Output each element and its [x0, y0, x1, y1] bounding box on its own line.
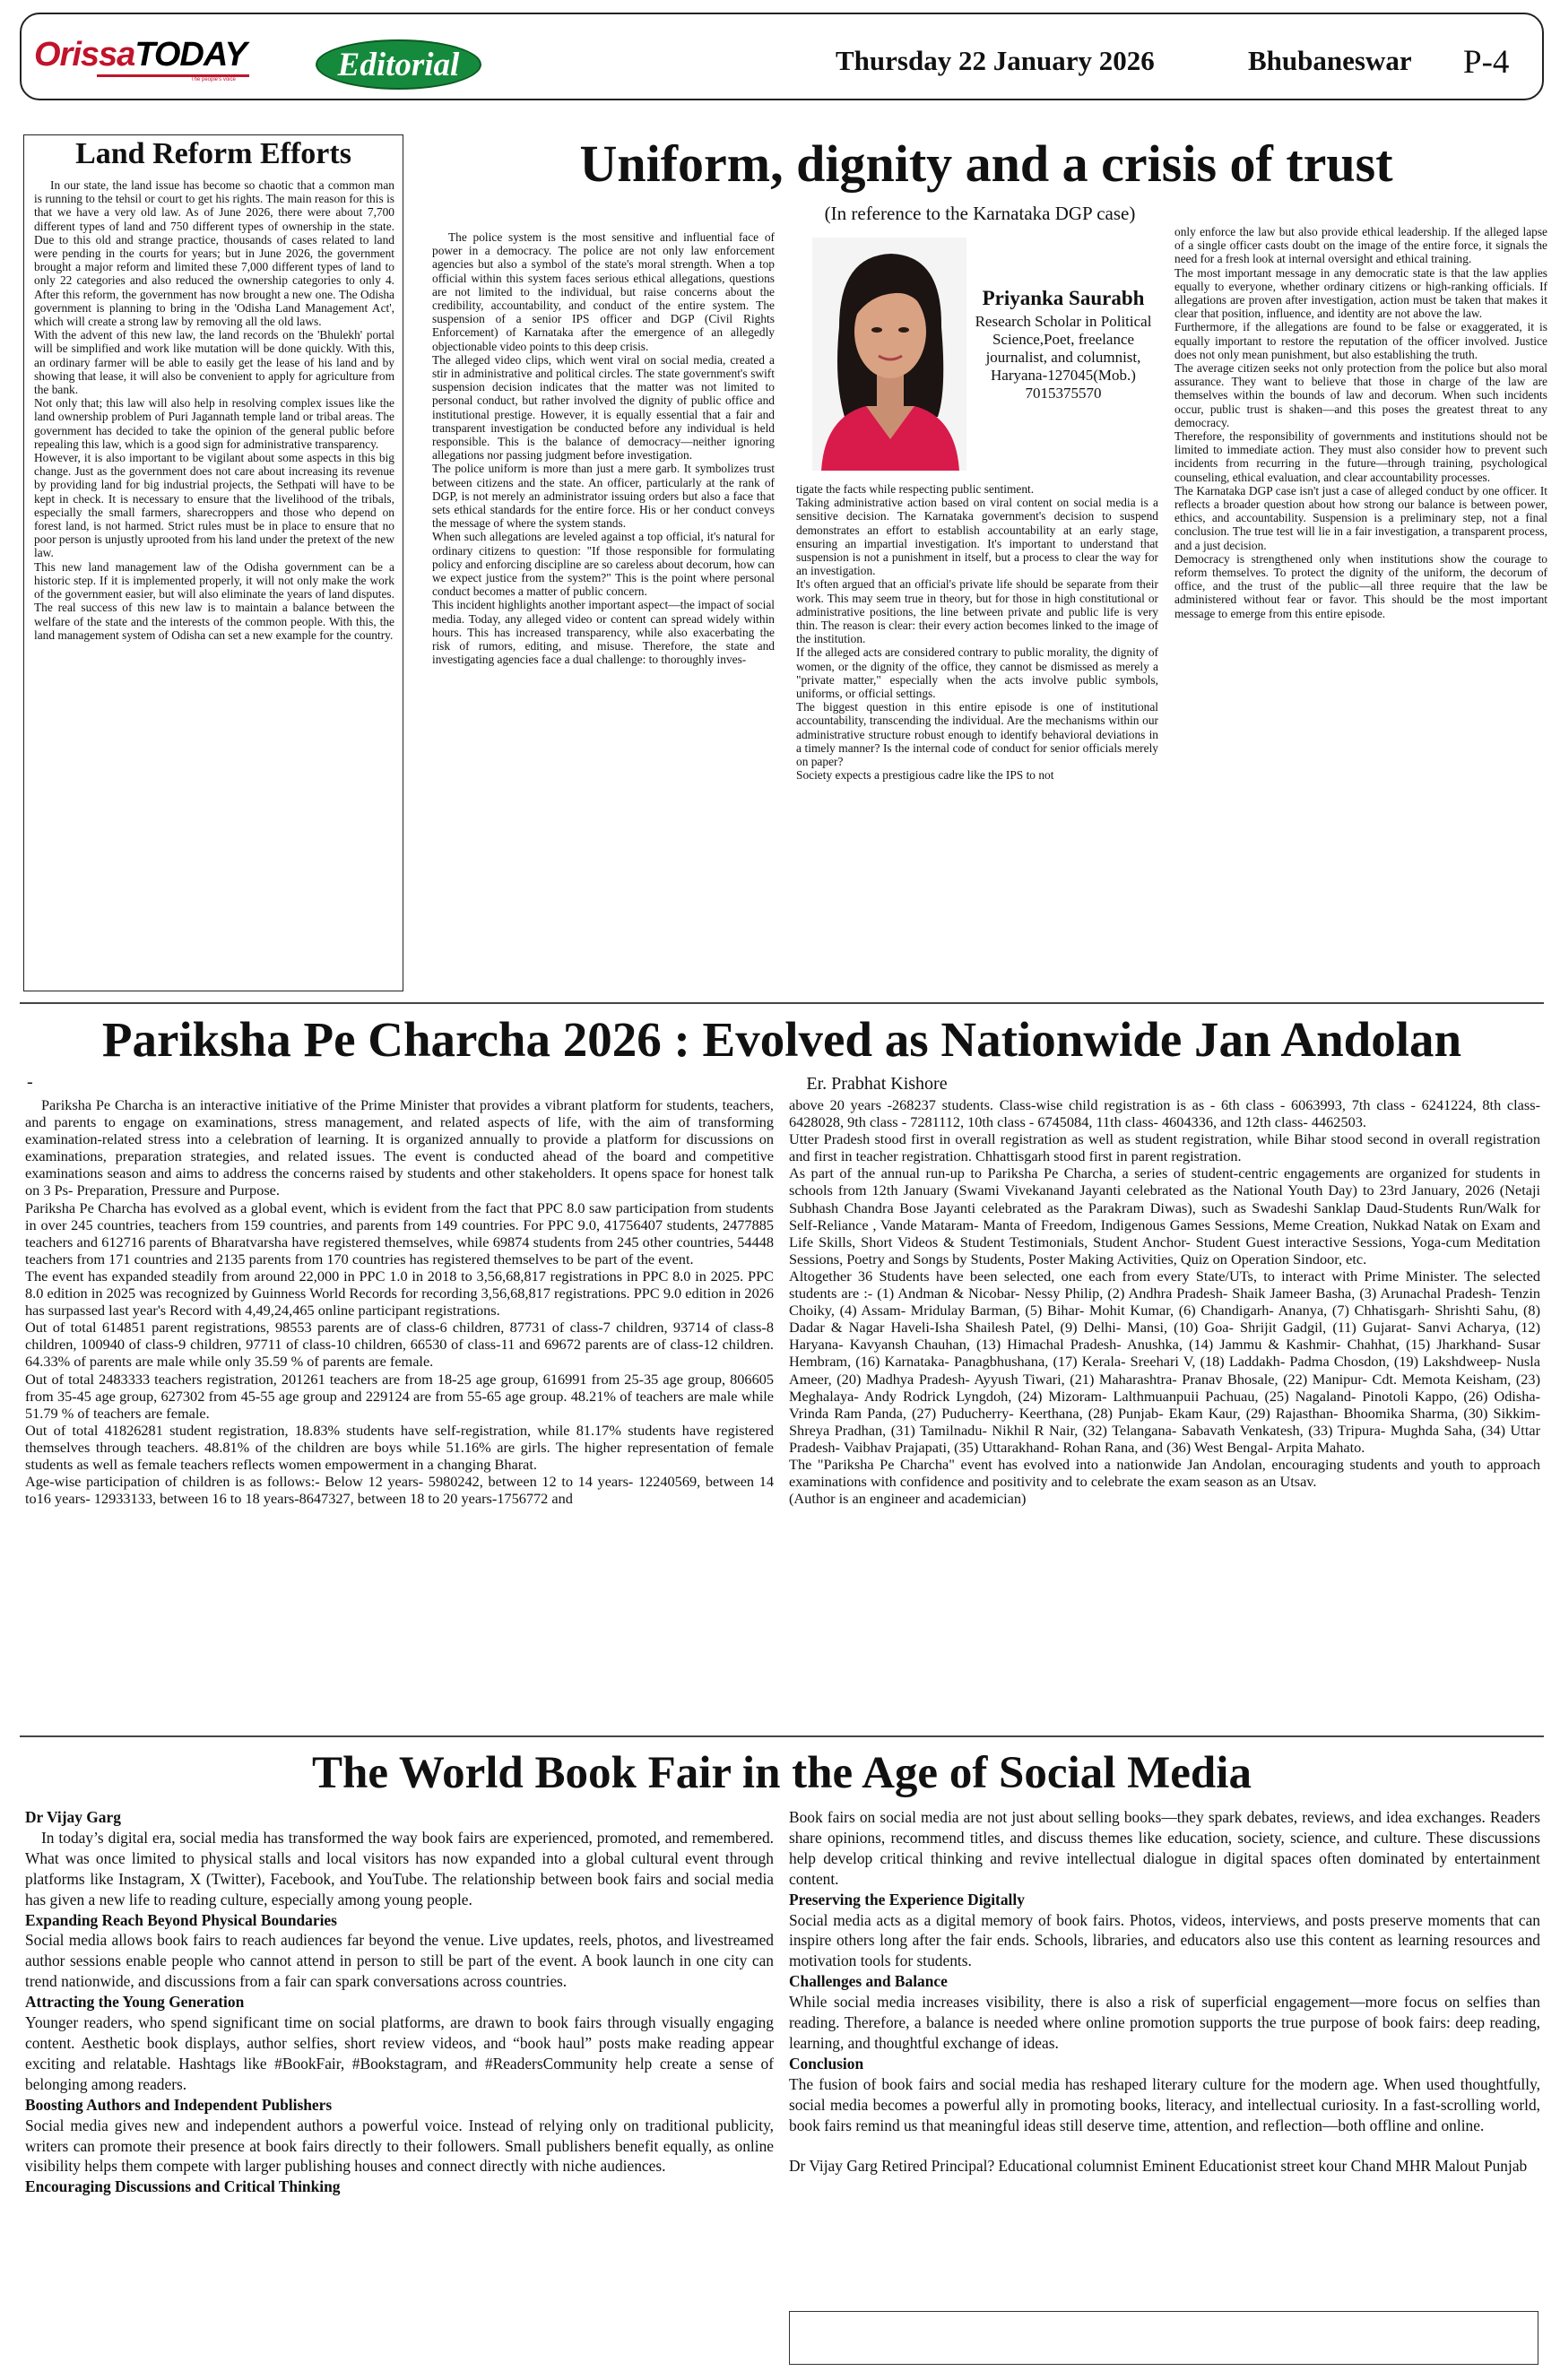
paragraph: The event has expanded steadily from around 22,000 in PPC 1.0 in 2018 to 3,56,68,817 registrations in PPC 8.0 in 2025. PPC 8.0 edition in 2025 was recognized by Guinness World Records for recording 3,56,68,817 registrations. PPC 9.0 edition in 2026 has surpassed last year's Record with 4,49,24,465 online participant registrations. — [25, 1267, 774, 1320]
paragraph: It's often argued that an official's private life should be separate from their work. This may seem true in theory, but for those in high constitutional or administrative positions, the line between private and public life is very thin. The reason is clear: their every action becomes linked to the image of the institution. — [796, 577, 1158, 646]
logo-tagline: The people's voice — [191, 77, 236, 82]
paragraph: Altogether 36 Students have been selected, one each from every State/UTs, to interact with Prime Minister. The selected students are :- (1) Andman & Nicobar- Nessy Philip, (2) Andhra Pradesh- Shaik Jameer Basha, (3) Arunachal Pradesh- Tenzin Choiky, (4) Assam- Mridulay Barman, (5) Bihar- Mohit Kumar, (6) Chandigarh- Ananya, (7) Chhatisgarh- Shrishti Sahu, (8) Dadar & Nagar Haveli-Isha Shailesh Patel, (9) Delhi- Mansi, (10) Goa- Shrijit Gadgil, (11) Gujarat- Sanvi Acharya, (12) Haryana- Kavyansh Chauhan, (13) Himachal Pradesh- Anushka, (14) Jammu & Kashmir- Chahhat, (15) Jharkhand- Susar Hembram, (16) Karnataka- Panagbhushana, (17) Kerala- Sreehari V, (18) Laddakh- Padma Chosdon, (19) Lakshdweep- Nusla Ameer, (20) Madhya Pradesh- Ayyush Tiwari, (21) Maharashtra- Pranav Bhosale, (22) Manipur- Cdt. Memota Keisham, (23) Meghalaya- Andy Rodrick Lyngdoh, (24) Mizoram- Lalthmuanpuii Pachuau, (25) Nagaland- Pinotoli Kappo, (26) Odisha- Vrinda Ram Panda, (27) Puducherry- Keerthana, (28) Punjab- Ekam Kaur, (29) Rajasthan- Bhoomika Sharma, (30) Sikkim- Shreya Pradhan, (31) Tamilnadu- Nikhil R Nair, (32) Telangana- Sabavath Venkatesh, (33) Tripura- Mughda Saha, (34) Uttar Pradesh- Vaibhav Prajapati, (35) Uttarakhand- Rohan Rana, and (36) West Bengal- Arpita Mahato. — [789, 1267, 1540, 1456]
paragraph: The police uniform is more than just a mere garb. It symbolizes trust between citizens and the state. An officer, particularly at the rank of DGP, is not merely an administrator issuing orders but also a face that sets ethical standards for the entire force. His or her conduct conveys the message of where the system stands. — [432, 462, 775, 531]
issue-city: Bhubaneswar — [1248, 45, 1412, 76]
land-reform-title: Land Reform Efforts — [75, 137, 351, 170]
paragraph: This incident highlights another important aspect—the impact of social media. Today, any alleged video or content can spread widely within hours. This has increased transparency, while also exacerbating the risk of rumors, editing, and misuse. Therefore, the state and investigating agencies face a dual challenge: to thoroughly inves- — [432, 598, 775, 667]
article-column-2 — [796, 482, 1158, 782]
paragraph: The biggest question in this entire episode is one of institutional accountability, transcending the individual. Are the mechanisms within our administrative structure robust enough to identify behavioral deviations in a timely manner? Is the internal code of conduct for senior officials merely on paper? — [796, 700, 1158, 769]
paragraph: The average citizen seeks not only protection from the police but also moral assurance. They want to believe that those in charge of the law are themselves within the bounds of law and decorum. When such incidents occur, public trust is shaken—and this poses the greatest threat to any democracy. — [1174, 361, 1547, 429]
paragraph: Democracy is strengthened only when institutions show the courage to reform themselves. To protect the dignity of the uniform, the decorum of office, and the trust of the public—all three require that the law be administered without fear or favor. This should be the most important message to emerge from this entire episode. — [1174, 551, 1547, 620]
paragraph: Age-wise participation of children is as follows:- Below 12 years- 5980242, between 12 to 14 years- 12240569, between 14 to16 years- 12933133, between 16 to 18 years-8647327, between 18 to 20 years-1756772 and — [25, 1473, 774, 1508]
paragraph: In today’s digital era, social media has transformed the way book fairs are experienced, promoted, and remembered. What was once limited to physical stalls and local visitors has now expanded into a global cultural event through platforms like Instagram, X (Twitter), Facebook, and YouTube. The relationship between book fairs and social media has given a new life to reading culture, especially among young people. — [25, 1828, 774, 1908]
paragraph: While social media increases visibility, there is also a risk of superficial engagement—more focus on selfies than reading. Therefore, a balance is needed where online promotion supports the true purpose of book fairs: deep reading, learning, and thoughtful exchange of ideas. — [789, 1993, 1540, 2052]
page-number: P-4 — [1463, 44, 1510, 81]
author-name: Priyanka Saurabh — [982, 287, 1145, 309]
paragraph: Pariksha Pe Charcha has evolved as a global event, which is evident from the fact that PPC 8.0 saw participation from students in over 245 countries, teachers from 159 countries, and parents from 149 countries. For PPC 9.0, 41756407 students, 2477885 teachers and 612716 parents of Bharatvarsha have registered themselves, while 69874 students from 245 other countries, 54448 teachers from 171 countries and 2135 parents from 170 countries has registered themselves to be part of the event. — [25, 1199, 774, 1268]
paragraph: tigate the facts while respecting public sentiment. — [796, 482, 1035, 496]
paragraph: Social media acts as a digital memory of book fairs. Photos, videos, interviews, and posts preserve moments that can inspire others long after the fair ends. Schools, libraries, and educators also use this content as learning resources and motivation tools for students. — [789, 1910, 1540, 1970]
paragraph: Society expects a prestigious cadre like the IPS to not — [796, 768, 1054, 783]
paragraph: (Author is an engineer and academician) — [789, 1490, 1027, 1508]
ppc-byline: Er. Prabhat Kishore — [806, 1074, 948, 1094]
subheading: Encouraging Discussions and Critical Thinking — [25, 2177, 341, 2196]
section-badge: Editorial — [316, 39, 481, 90]
paragraph: This new land management law of the Odisha government can be a historic step. If it is implemented properly, it will not only make the work of the government easier, but will also eliminate the years of land disputes. The real success of this new law is to maintain a balance between the welfare of the state and the interests of the common people. With this, the land management system of Odisha can set a new example for the country. — [34, 559, 394, 642]
ppc-title: Pariksha Pe Charcha 2026 : Evolved as Nationwide Jan Andolan — [101, 1012, 1462, 1067]
paragraph: above 20 years -268237 students. Class-wise child registration is as - 6th class - 6063993, 7th class - 6241224, 8th class- 6428028, 9th class - 7281112, 10th class - 6745084, 11th class- 4604336, and 12th class- 4462503. — [789, 1096, 1540, 1131]
ppc-column-2 — [789, 1096, 1540, 1507]
subheading: Dr Vijay Garg — [25, 1808, 121, 1826]
paragraph: Therefore, the responsibility of governments and institutions should not be limited to immediate action. They must also consider how to prevent such incidents from recurring in the future—through training, psychological counseling, ethical evaluation, and clear accountability processes. — [1174, 429, 1547, 484]
empty-ad-box — [789, 2311, 1538, 2365]
subheading: Preserving the Experience Digitally — [789, 1890, 1025, 1908]
section-divider — [20, 1735, 1544, 1737]
paragraph: The most important message in any democratic state is that the law applies equally to everyone, whether ordinary citizens or high-ranking officials. If allegations are proven after investigation, action must be taken that makes it clear that position, influence, and identity are not above the law. — [1174, 265, 1547, 321]
paragraph — [789, 2136, 1540, 2157]
paragraph: If the alleged acts are considered contrary to public morality, the dignity of women, or the dignity of the office, they cannot be dismissed as merely a "private matter," especially when the acts involve public symbols, uniforms, or official settings. — [796, 645, 1158, 701]
paragraph: The alleged video clips, which went viral on social media, created a stir in administrative and political circles. The state government's swift suspension decision indicates that the matter was not limited to personal conduct, but rather involved the dignity of public office and institutional prestige. However, it is equally essential that a fair and transparent investigation be conducted before any individual is held responsible. This is the balance of democracy—neither ignoring allegations nor passing judgment before investigation. — [432, 352, 775, 463]
author-portrait-image — [812, 238, 966, 471]
paragraph: Book fairs on social media are not just about selling books—they spark debates, reviews, and idea exchanges. Readers share opinions, recommend titles, and discuss themes like education, society, science, and culture. These discussions help develop critical thinking and revive intellectual dialogue in digital spaces often dominated by entertainment content. — [789, 1808, 1540, 1888]
section-divider — [20, 1002, 1544, 1004]
paragraph: Out of total 2483333 teachers registration, 201261 teachers are from 18-25 age group, 616991 from 25-35 age group, 806605 from 35-45 age group, 627302 from 45-55 age group and 229124 are from 55-65 age group. 48.21% of teachers are male while 51.79 % of teachers are female. — [25, 1370, 774, 1422]
paragraph: Not only that; this law will also help in resolving complex issues like the land ownership problem of Puri Jagannath temple land or tribal areas. The government has decided to take the opinion of the general public before repealing this law, which is a good sign for administrative transparency. — [34, 396, 394, 451]
subheading: Boosting Authors and Independent Publishers — [25, 2095, 333, 2114]
paragraph: only enforce the law but also provide ethical leadership. If the alleged lapse of a single officer casts doubt on the image of the entire force, it signals the need for a fresh look at internal oversight and ethical training. — [1174, 225, 1547, 266]
paragraph: Out of total 41826281 student registration, 18.83% students have self-registration, while 81.17% students have registered themselves through teachers. 48.81% of the children are boys while 51.16% are girls. The higher representation of female students as well as female teachers reflects women empowerment in a changing Bharat. — [25, 1421, 774, 1473]
paragraph: Younger readers, who spend significant time on social platforms, are drawn to book fairs through visually engaging content. Aesthetic book displays, author selfies, short review videos, and “book haul” posts make reading appear exciting and relatable. Hashtags like #BookFair, #Bookstagram, and #ReadersCommunity help create a sense of belonging among readers. — [25, 2013, 774, 2093]
logo-second-word: TODAY — [134, 36, 247, 74]
wbf-column-1 — [25, 1807, 774, 2197]
logo-first-word: Orissa — [34, 36, 135, 74]
paragraph: Utter Pradesh stood first in overall registration as well as student registration, while Bihar stood second in overall registration and first in teacher registration. Chhattisgarh stood first in parent registration. — [789, 1130, 1540, 1165]
paragraph: The fusion of book fairs and social media has reshaped literary culture for the modern age. When used thoughtfully, social media becomes a powerful ally in promoting books, literacy, and intellectual curiosity. In a fast-scrolling world, book fairs remind us that meaningful ideas still deserve time, attention, and reflection—both offline and online. — [789, 2074, 1540, 2134]
paragraph: When such allegations are leveled against a top official, it's natural for ordinary citizens to question: "If those responsible for formulating policy and enforcing discipline are so careless about decorum, how can we expect justice from the system?" This is the point where personal conduct becomes a matter of public concern. — [432, 530, 775, 599]
paragraph: Furthermore, if the allegations are found to be false or exaggerated, it is equally important to restore the reputation of the officer involved. Justice does not only mean punishment, but also establishing the truth. — [1174, 320, 1547, 361]
paragraph: As part of the annual run-up to Pariksha Pe Charcha, a series of student-centric engagements are organized for students in schools from 12th January (Swami Vivekanand Jayanti celebrated as the National Youth Day) to 23rd January, 2026 (Netaji Subhash Chandra Bose Jayanti celebrated as the Parakram Diwas), such as Swadeshi Sanklap Daud-Students Run/Walk for Self-Reliance , Vande Mataram- Manta of Freedom, Indigenous Games Sessions, Meme Creation, Nukkad Natak on Exam and Life Skills, Short Videos & Student Testimonials, Student Anchor- Student Guest interactive Sessions, Yoga-cum Meditation Sessions, Poetry and Songs by Students, Poster Making Activities, Quiz on Operation Sindoor, etc. — [789, 1164, 1540, 1268]
article-column-1 — [432, 230, 775, 667]
author-bio: Research Scholar in Political Science,Poet, freelance journalist, and columnist, Haryana-127045(Mob.) 7015375570 — [975, 313, 1152, 402]
article-subtitle: (In reference to the Karnataka DGP case) — [824, 203, 1136, 224]
paragraph: Social media gives new and independent authors a powerful voice. Instead of relying only on traditional publicity, writers can promote their presence at book fairs directly to their followers. Small publishers benefit equally, as online visibility helps them compete with larger publishing houses and connect directly with niche audiences. — [25, 2116, 774, 2176]
land-reform-body — [34, 178, 394, 642]
ppc-column-1 — [25, 1096, 774, 1507]
paragraph: The police system is the most sensitive and influential face of power in a democracy. The police are not only law enforcement agencies but also a symbol of the state's moral strength. When a top official within this system faces serious ethical allegations, questions are not limited to the individual, but raise concerns about the credibility, accountability, and conduct of the entire system. The suspension of a senior IPS officer and DGP (Civil Rights Enforcement) of Karnataka after the emergence of an allegedly objectionable video points to this deep crisis. — [432, 230, 775, 353]
paragraph: The Karnataka DGP case isn't just a case of alleged conduct by one officer. It reflects a broader question about how strong our balance is between power, ethics, and accountability. Suspension is a preliminary step, not a final conclusion. The true test will lie in a fair investigation, a transparent process, and a just decision. — [1174, 483, 1547, 552]
paragraph: Taking administrative action based on viral content on social media is a sensitive decision. The Karnataka government's decision to suspend demonstrates an effort to establish accountability at an early stage, ensuring an impartial investigation. It's important to understand that suspension is not a punishment in itself, but a process to clear the way for an investigation. — [796, 496, 1158, 578]
paragraph: The "Pariksha Pe Charcha" event has evolved into a nationwide Jan Andolan, encouraging students and youth to approach examinations with confidence and positivity and to celebrate the exam season as an Utsav. — [789, 1455, 1540, 1491]
author-photo — [812, 238, 966, 471]
paragraph: Dr Vijay Garg Retired Principal? Educational columnist Eminent Educationist street kour Chand MHR Malout Punjab — [789, 2157, 1528, 2176]
newspaper-logo[interactable] — [34, 36, 258, 81]
paragraph: Out of total 614851 parent registrations, 98553 parents are of class-6 children, 87731 of class-7 children, 93714 of class-8 children, 100940 of class-9 children, 97711 of class-10 children, 66530 of class-11 and 69672 parents are of class-12 children. 64.33% of parents are male while only 35.59 % of parents are female. — [25, 1319, 774, 1371]
subheading: Attracting the Young Generation — [25, 1993, 245, 2012]
paragraph: In our state, the land issue has become so chaotic that a common man is running to the tehsil or court to get his rights. The main reason for this is that we have a very old law. As of June 2026, there were about 7,700 different types of land and 750 different types of ownership in the state. Due to this old and strange practice, thousands of cases related to land were pending in the courts for years; but in June 2026, the government brought a major reform and limited these 7,000 different types of land to only 22 categories and also reduced the ownership categories to only 4. After this reform, the government has now brought a new one. The Odisha government is planning to bring in the 'Odisha Land Management Act', which will create a strong law by removing all the old laws. — [34, 178, 394, 329]
paragraph: However, it is also important to be vigilant about some aspects in this big change. Just as the government does not care about increasing its revenue by providing land for big industrial projects, the Sethpati will have to be kept in check. It is necessary to ensure that the livelihood of the tribals, especially the small farmers, sharecroppers and those who depend on forest land, is not harmed. Strict rules must be in place to ensure that no poor person is unjustly uprooted from his land under the pretext of the new law. — [34, 451, 395, 560]
paragraph: With the advent of this new law, the land records on the 'Bhulekh' portal will be simplified and work like mutation will be done quickly. With this, an ordinary farmer will be able to easily get the lease of his land and by showing that lease, it will also be convenient to apply for agriculture from the bank. — [34, 328, 394, 397]
subheading: Expanding Reach Beyond Physical Boundaries — [25, 1910, 337, 1929]
ppc-dash: - — [27, 1072, 33, 1092]
wbf-title: The World Book Fair in the Age of Social Media — [312, 1748, 1252, 1798]
paragraph: Pariksha Pe Charcha is an interactive initiative of the Prime Minister that provides a vibrant platform for students, teachers, and parents to engage on examinations, stress management, and related aspects of life, with the aim of transforming examination-related stress into a celebration of learning. It is organized annually to provide a platform for discussions on examinations, preparation strategies, and related issues. The event is conducted ahead of the board and competitive examinations season and aims to address the concerns raised by students and other stakeholders. It opens space for honest talk on 3 Ps- Preparation, Pressure and Purpose. — [25, 1096, 774, 1199]
wbf-column-2 — [789, 1807, 1540, 2177]
paragraph: Social media allows book fairs to reach audiences far beyond the venue. Live updates, reels, photos, and livestreamed author sessions enable people who cannot attend in person to still be part of the event. A book launch in one city can trend nationwide, and discussions from a fair can spark conversations across countries. — [25, 1931, 774, 1991]
subheading: Challenges and Balance — [789, 1972, 948, 1991]
article-title: Uniform, dignity and a crisis of trust — [579, 134, 1393, 193]
issue-date: Thursday 22 January 2026 — [836, 45, 1155, 76]
subheading: Conclusion — [789, 2054, 864, 2073]
article-column-3 — [1174, 225, 1547, 620]
